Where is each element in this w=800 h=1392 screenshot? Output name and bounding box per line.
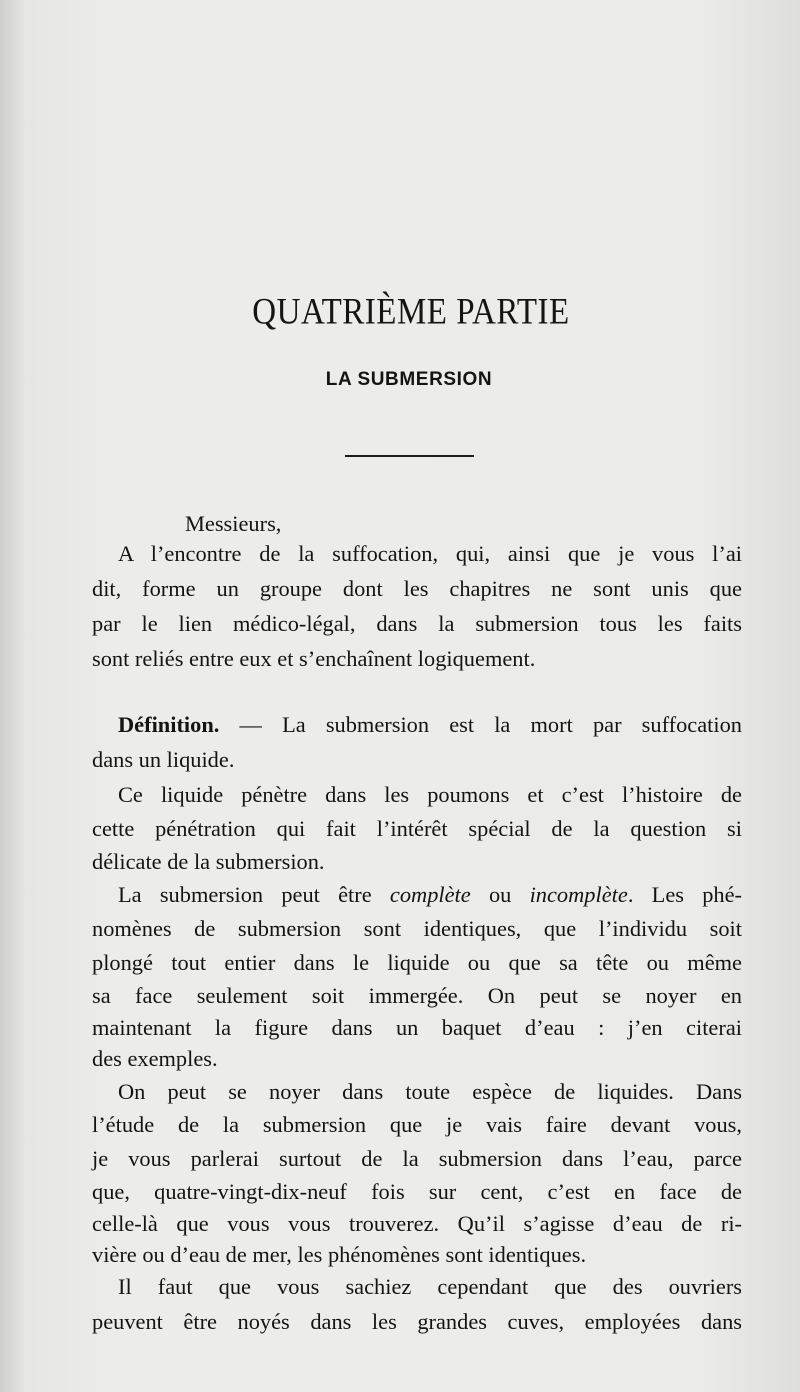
paragraph-line: par le lien médico-légal, dans la submersion tous les faits [92, 611, 742, 636]
chapter-title: LA SUBMERSION [325, 369, 493, 390]
text-run: La submersion peut être [118, 882, 390, 907]
section-divider [345, 455, 474, 457]
paragraph-line: vière ou d’eau de mer, les phénomènes sont identiques. [92, 1242, 587, 1267]
paragraph-line: A l’encontre de la suffocation, qui, ainsi que je vous l’ai [118, 541, 742, 566]
paragraph-line: Il faut que vous sachiez cependant que des ouvriers [118, 1274, 742, 1299]
paragraph-line [118, 881, 742, 909]
paragraph-line: des exemples. [92, 1046, 218, 1071]
paragraph-line: celle-là que vous vous trouverez. Qu’il s’agisse d’eau de ri- [92, 1211, 742, 1236]
paragraph-line: cette pénétration qui fait l’intérêt spécial de la question si [92, 816, 742, 841]
paragraph-line: sa face seulement soit immergée. On peut se noyer en [92, 983, 742, 1008]
paragraph-line: maintenant la figure dans un baquet d’eau : j’en citerai [92, 1015, 742, 1040]
paragraph-line: délicate de la submersion. [92, 849, 325, 874]
part-title: QUATRIÈME PARTIE [252, 292, 570, 333]
paragraph-line: nomènes de submersion sont identiques, que l’individu soit [92, 916, 742, 941]
salutation: Messieurs, [185, 511, 282, 536]
definition-term: Définition. [118, 712, 220, 737]
paragraph-line: sont reliés entre eux et s’enchaînent logiquement. [92, 646, 536, 671]
definition-line [118, 711, 742, 739]
text-run: . Les phé- [627, 882, 742, 907]
paragraph-line: l’étude de la submersion que je vais faire devant vous, [92, 1112, 742, 1137]
paragraph-line: dans un liquide. [92, 747, 235, 772]
paragraph-line: que, quatre-vingt-dix-neuf fois sur cent, c’est en face de [92, 1179, 742, 1204]
text-run: ou [470, 882, 530, 907]
italic-term: complète [389, 882, 471, 907]
italic-term: incomplète [529, 882, 628, 907]
paragraph-line: Ce liquide pénètre dans les poumons et c’est l’histoire de [118, 782, 742, 807]
paragraph-line: dit, forme un groupe dont les chapitres ne sont unis que [92, 576, 742, 601]
paragraph-line: On peut se noyer dans toute espèce de liquides. Dans [118, 1079, 742, 1104]
paragraph-line: peuvent être noyés dans les grandes cuves, employées dans [92, 1309, 742, 1334]
paragraph-line: plongé tout entier dans le liquide ou que sa tête ou même [92, 950, 742, 975]
paragraph-line: je vous parlerai surtout de la submersion dans l’eau, parce [92, 1146, 742, 1171]
definition-text: — La submersion est la mort par suffocation [219, 712, 742, 737]
